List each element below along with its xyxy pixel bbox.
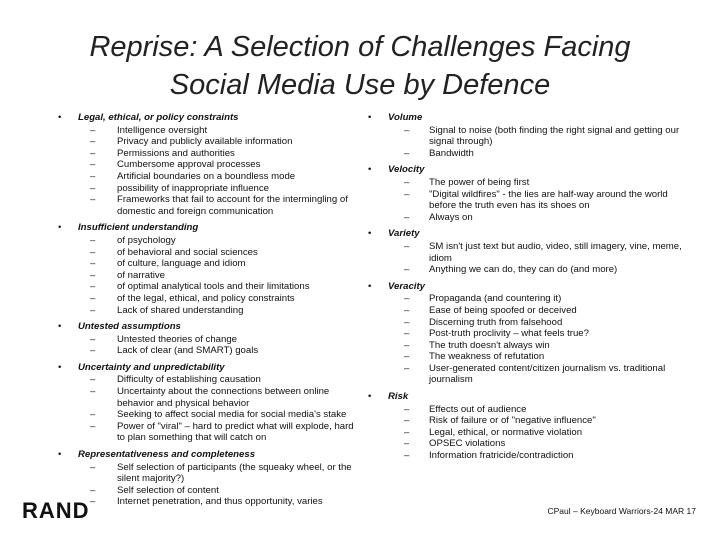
item-list <box>368 177 694 223</box>
dash-icon: – <box>90 374 96 386</box>
section-assumptions <box>58 321 364 357</box>
bullet-icon: • <box>58 321 62 333</box>
dash-icon: – <box>404 264 410 276</box>
section-heading: • Variety <box>368 228 420 240</box>
item-list <box>58 235 364 316</box>
section-heading: • Velocity <box>368 164 425 176</box>
list-item-text: Information fratricide/contradiction <box>429 450 574 462</box>
dash-icon: – <box>90 484 96 496</box>
list-item-text: Bandwidth <box>429 147 474 159</box>
list-item <box>58 305 364 317</box>
list-item-text: Legal, ethical, or normative violation <box>429 426 583 438</box>
bullet-icon: • <box>58 449 62 461</box>
section-velocity <box>368 164 694 223</box>
list-item <box>368 317 694 329</box>
list-item <box>58 496 364 508</box>
list-item-text: of narrative <box>117 269 165 281</box>
list-item <box>368 189 694 212</box>
dash-icon: – <box>404 304 410 316</box>
item-list <box>58 374 364 444</box>
dash-icon: – <box>90 304 96 316</box>
item-list <box>58 334 364 357</box>
item-list <box>58 462 364 508</box>
section-risk <box>368 391 694 462</box>
dash-icon: – <box>90 194 96 206</box>
dash-icon: – <box>90 461 96 473</box>
list-item-text: Uncertainty about the connections between online behavior and physical behavior <box>117 386 330 409</box>
list-item <box>58 345 364 357</box>
list-item-text: OPSEC violations <box>429 438 506 450</box>
list-item <box>58 270 364 282</box>
list-item-text: Internet penetration, and thus opportunity, varies <box>117 496 323 508</box>
section-uncertainty <box>58 362 364 444</box>
left-column <box>58 112 364 508</box>
dash-icon: – <box>404 240 410 252</box>
list-item <box>368 328 694 340</box>
list-item-text: Lack of clear (and SMART) goals <box>117 345 259 357</box>
dash-icon: – <box>90 281 96 293</box>
bullet-icon: • <box>368 228 372 240</box>
item-list <box>368 241 694 276</box>
dash-icon: – <box>90 246 96 258</box>
dash-icon: – <box>90 409 96 421</box>
list-item <box>58 148 364 160</box>
dash-icon: – <box>404 176 410 188</box>
list-item <box>58 136 364 148</box>
dash-icon: – <box>404 351 410 363</box>
section-heading: • Volume <box>368 112 423 123</box>
dash-icon: – <box>404 328 410 340</box>
list-item <box>368 351 694 363</box>
list-item-text: User-generated content/citizen journalism vs. traditional journalism <box>429 362 666 386</box>
list-item-text: Post-truth proclivity – what feels true? <box>429 328 589 340</box>
list-item <box>58 183 364 195</box>
right-column <box>368 112 694 462</box>
list-item <box>58 159 364 171</box>
list-item-text: Self selection of participants (the squeaky wheel, or the silent majority?) <box>117 461 352 485</box>
section-variety <box>368 228 694 275</box>
item-list <box>368 125 694 160</box>
list-item <box>58 247 364 259</box>
list-item-text: Privacy and publicly available information <box>117 136 293 148</box>
list-item <box>58 409 364 421</box>
dash-icon: – <box>90 182 96 194</box>
list-item <box>58 462 364 485</box>
item-list <box>368 293 694 386</box>
list-item-text: Propaganda (and countering it) <box>429 293 562 305</box>
dash-icon: – <box>404 211 410 223</box>
dash-icon: – <box>90 386 96 398</box>
dash-icon: – <box>404 339 410 351</box>
list-item <box>368 305 694 317</box>
list-item <box>368 264 694 276</box>
list-item <box>58 374 364 386</box>
list-item-text: Self selection of content <box>117 484 219 496</box>
list-item-text: possibility of inappropriate influence <box>117 182 269 194</box>
dash-icon: – <box>90 234 96 246</box>
item-list <box>368 404 694 462</box>
list-item-text: of optimal analytical tools and their limitations <box>117 281 310 293</box>
list-item-text: "Digital wildfires" - the lies are half-way around the world before the truth even has its shoes on <box>429 188 668 212</box>
dash-icon: – <box>404 403 410 415</box>
section-volume <box>368 112 694 159</box>
list-item <box>58 334 364 346</box>
title-line-1: Reprise: A Selection of Challenges Facing <box>89 31 631 63</box>
list-item-text: Lack of shared understanding <box>117 304 244 316</box>
list-item <box>368 427 694 439</box>
list-item-text: Difficulty of establishing causation <box>117 374 261 386</box>
list-item <box>58 258 364 270</box>
dash-icon: – <box>90 147 96 159</box>
dash-icon: – <box>404 316 410 328</box>
rand-logo: RAND <box>22 498 90 523</box>
bullet-icon: • <box>58 361 62 373</box>
list-item-text: Seeking to affect social media for social media's stake <box>117 409 347 421</box>
dash-icon: – <box>404 147 410 159</box>
list-item-text: The power of being first <box>429 176 530 188</box>
list-item-text: Discerning truth from falsehood <box>429 316 563 328</box>
list-item-text: The weakness of refutation <box>429 351 545 363</box>
list-item <box>368 241 694 264</box>
list-item <box>368 340 694 352</box>
list-item-text: of behavioral and social sciences <box>117 246 258 258</box>
list-item-text: of psychology <box>117 234 176 246</box>
bullet-icon: • <box>368 280 372 292</box>
bullet-icon: • <box>368 391 372 403</box>
list-item-text: The truth doesn't always win <box>429 339 550 351</box>
list-item-text: Signal to noise (both finding the right signal and getting our signal through) <box>429 124 680 148</box>
slide-title <box>20 28 700 104</box>
dash-icon: – <box>90 258 96 270</box>
list-item <box>58 235 364 247</box>
list-item-text: Ease of being spoofed or deceived <box>429 304 577 316</box>
bullet-icon: • <box>368 112 372 123</box>
list-item-text: Frameworks that fail to account for the intermingling of domestic and foreign communication <box>117 194 348 217</box>
section-representativeness <box>58 449 364 508</box>
section-heading: • Uncertainty and unpredictability <box>58 361 225 373</box>
dash-icon: – <box>404 188 410 200</box>
list-item-text: Risk of failure or of "negative influence" <box>429 415 596 427</box>
list-item-text: Artificial boundaries on a boundless mode <box>117 170 296 182</box>
list-item <box>58 125 364 137</box>
list-item <box>368 450 694 462</box>
dash-icon: – <box>90 333 96 345</box>
list-item <box>58 293 364 305</box>
list-item <box>58 421 364 444</box>
list-item-text: Effects out of audience <box>429 403 527 415</box>
section-heading: • Untested assumptions <box>58 321 181 333</box>
list-item <box>58 281 364 293</box>
title-line-2: Social Media Use by Defence <box>169 69 551 101</box>
section-heading: • Representativeness and completeness <box>58 449 256 461</box>
dash-icon: – <box>90 420 96 432</box>
section-heading: • Insufficient understanding <box>58 222 199 234</box>
dash-icon: – <box>404 293 410 305</box>
dash-icon: – <box>404 450 410 462</box>
list-item <box>368 125 694 148</box>
dash-icon: – <box>404 362 410 374</box>
list-item-text: Always on <box>429 211 473 223</box>
item-list <box>58 125 364 218</box>
dash-icon: – <box>90 345 96 357</box>
list-item-text: Power of "viral" – hard to predict what will explode, hard to plan something that will catch on <box>117 420 354 444</box>
list-item <box>368 212 694 224</box>
list-item <box>368 293 694 305</box>
section-understanding <box>58 222 364 316</box>
list-item-text: Cumbersome approval processes <box>117 159 261 171</box>
dash-icon: – <box>90 159 96 171</box>
dash-icon: – <box>404 415 410 427</box>
list-item <box>58 171 364 183</box>
dash-icon: – <box>404 124 410 136</box>
bullet-icon: • <box>368 164 372 176</box>
section-heading: • Veracity <box>368 280 425 292</box>
dash-icon: – <box>90 170 96 182</box>
dash-icon: – <box>90 496 96 508</box>
list-item-text: Permissions and authorities <box>117 147 235 159</box>
bullet-icon: • <box>58 222 62 234</box>
list-item-text: Intelligence oversight <box>117 124 208 136</box>
list-item-text: Untested theories of change <box>117 333 238 345</box>
list-item-text: SM isn't just text but audio, video, still imagery, vine, meme, idiom <box>429 240 682 264</box>
section-heading: • Legal, ethical, or policy constraints <box>58 112 239 123</box>
section-veracity <box>368 281 694 386</box>
dash-icon: – <box>90 124 96 136</box>
list-item <box>368 415 694 427</box>
dash-icon: – <box>404 438 410 450</box>
dash-icon: – <box>90 292 96 304</box>
list-item <box>368 404 694 416</box>
section-heading: • Risk <box>368 391 409 403</box>
list-item-text: Anything we can do, they can do (and more) <box>429 264 618 276</box>
list-item <box>368 363 694 386</box>
list-item <box>368 148 694 160</box>
dash-icon: – <box>90 136 96 148</box>
list-item <box>58 386 364 409</box>
dash-icon: – <box>90 269 96 281</box>
list-item <box>58 485 364 497</box>
list-item-text: of the legal, ethical, and policy constraints <box>117 292 295 304</box>
list-item <box>58 194 364 217</box>
list-item <box>368 438 694 450</box>
list-item-text: of culture, language and idiom <box>117 258 246 270</box>
list-item <box>368 177 694 189</box>
dash-icon: – <box>404 426 410 438</box>
section-legal <box>58 112 364 217</box>
footer-text: CPaul – Keyboard Warriors-24 MAR 17 <box>547 506 696 516</box>
bullet-icon: • <box>58 112 62 123</box>
